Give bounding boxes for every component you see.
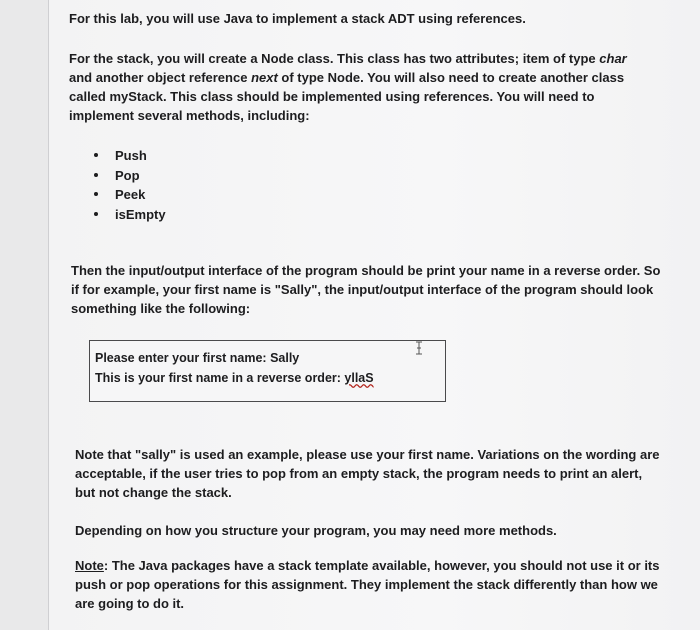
console-prompt-line: Please enter your first name: Sally <box>95 351 300 365</box>
intro-paragraph: For this lab, you will use Java to implement a stack ADT using references. <box>69 11 526 26</box>
io-paragraph: Then the input/output interface of the program should be print your name in a reverse order. So if for example, your first name is "Sally", the input/output interface of the program should look something like the following: <box>71 263 661 316</box>
console-output-line <box>95 371 374 385</box>
list-item: Peek <box>89 185 166 205</box>
node-class-paragraph <box>69 49 649 125</box>
note-label: Note <box>75 558 104 573</box>
console-output-prefix: This is your first name in a reverse order: <box>95 371 345 385</box>
node-text-part2: and another object reference <box>69 70 252 85</box>
list-item: Pop <box>89 166 166 186</box>
final-note-text: : The Java packages have a stack template available, however, you should not use it or its push or pop operations for this assignment. They implement the stack differently than how we are going to do it. <box>75 558 660 611</box>
list-item: Push <box>89 146 166 166</box>
note-paragraph: Note that "sally" is used an example, please use your first name. Variations on the wording are acceptable, if the user tries to pop from an empty stack, the program needs to print an alert, but not change the stack. <box>75 447 660 500</box>
reversed-name: yllaS <box>344 371 374 385</box>
node-text-part1: For the stack, you will create a Node class. This class has two attributes; item of type <box>69 51 600 66</box>
list-item: isEmpty <box>89 205 166 225</box>
document-page <box>48 0 700 630</box>
methods-list <box>89 146 166 224</box>
final-note-paragraph <box>75 556 665 613</box>
structure-paragraph: Depending on how you structure your program, you may need more methods. <box>75 523 557 538</box>
console-example-box <box>89 340 446 402</box>
text-cursor-icon <box>414 341 424 355</box>
type-char-term: char <box>599 51 627 66</box>
ref-next-term: next <box>251 70 278 85</box>
node-text-part3: of type Node. You will also need to create another class called myStack. This class should be implemented using references. You will need to implement several methods, including: <box>69 70 625 123</box>
